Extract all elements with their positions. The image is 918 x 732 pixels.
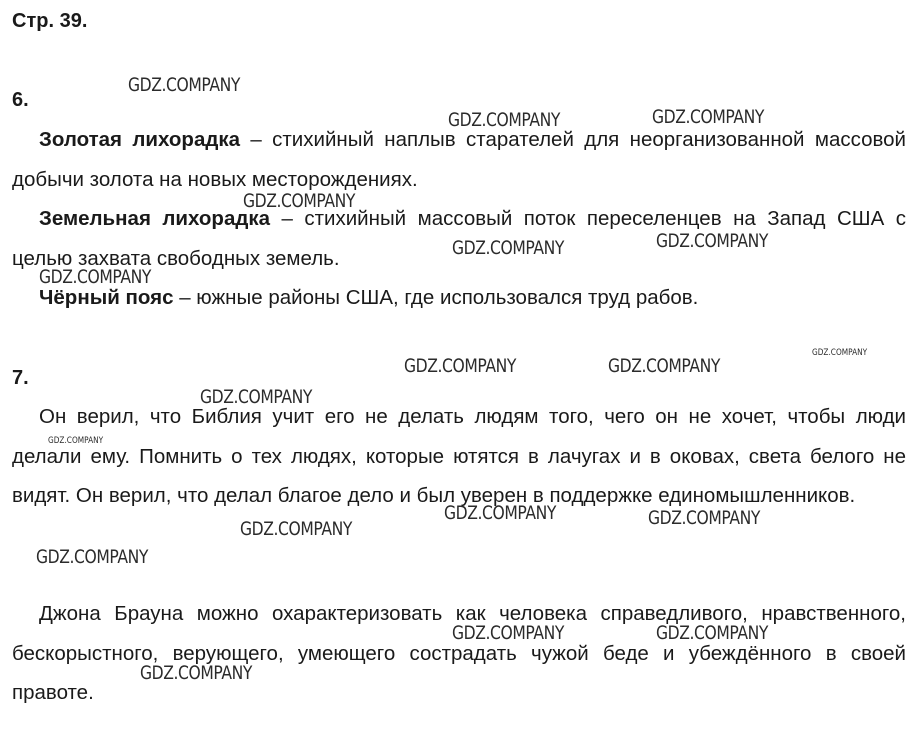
definition-black-belt-text: – южные районы США, где использовался труд рабов. <box>173 286 699 309</box>
term-gold-rush: Золотая лихорадка <box>39 128 241 151</box>
watermark: GDZ.COMPANY <box>652 106 765 128</box>
watermark: GDZ.COMPANY <box>608 355 721 377</box>
definition-land-rush-text: – стихийный массовый поток переселенцев на Запад США с целью захвата свободных земель. <box>12 207 906 270</box>
answer-paragraph-2: Джона Брауна можно охарактеризовать как человека справедливого, нравственного, бескорыстного, верующего, умеющего сострадать чужой беде и убеждённого в своей правоте. <box>12 602 906 704</box>
watermark: GDZ.COMPANY <box>452 237 565 259</box>
definition-black-belt <box>12 278 906 318</box>
task-6-number: 6. <box>12 89 29 111</box>
watermark: GDZ.COMPANY <box>140 662 253 684</box>
watermark: GDZ.COMPANY <box>39 266 152 288</box>
watermark: GDZ.COMPANY <box>656 230 769 252</box>
term-land-rush: Земельная лихорадка <box>39 207 271 230</box>
watermark: GDZ.COMPANY <box>648 507 761 529</box>
task-7-number: 7. <box>12 367 29 389</box>
watermark: GDZ.COMPANY <box>452 622 565 644</box>
page-label: Стр. 39. <box>12 10 88 32</box>
answer-paragraph-1: Он верил, что Библия учит его не делать людям того, чего он не хочет, чтобы люди делали ему. Помнить о тех людях, которые ютятся в лачугах и в оковах, света белого не видят. Он верил, что делал благое дело и был уверен в поддержке единомышленников. <box>12 405 906 507</box>
watermark: GDZ.COMPANY <box>128 74 241 96</box>
term-black-belt: Чёрный пояс <box>39 286 174 309</box>
watermark: GDZ.COMPANY <box>200 386 313 408</box>
watermark: GDZ.COMPANY <box>36 546 149 568</box>
definition-gold-rush <box>12 120 906 199</box>
watermark: GDZ.COMPANY <box>656 622 769 644</box>
definition-land-rush <box>12 199 906 278</box>
watermark: GDZ.COMPANY <box>812 348 868 358</box>
watermark: GDZ.COMPANY <box>404 355 517 377</box>
watermark: GDZ.COMPANY <box>243 190 356 212</box>
watermark: GDZ.COMPANY <box>240 518 353 540</box>
watermark: GDZ.COMPANY <box>444 502 557 524</box>
watermark: GDZ.COMPANY <box>448 109 561 131</box>
definition-gold-rush-text: – стихийный наплыв старателей для неорганизованной массовой добычи золота на новых месторождениях. <box>12 128 906 191</box>
watermark: GDZ.COMPANY <box>48 436 104 446</box>
